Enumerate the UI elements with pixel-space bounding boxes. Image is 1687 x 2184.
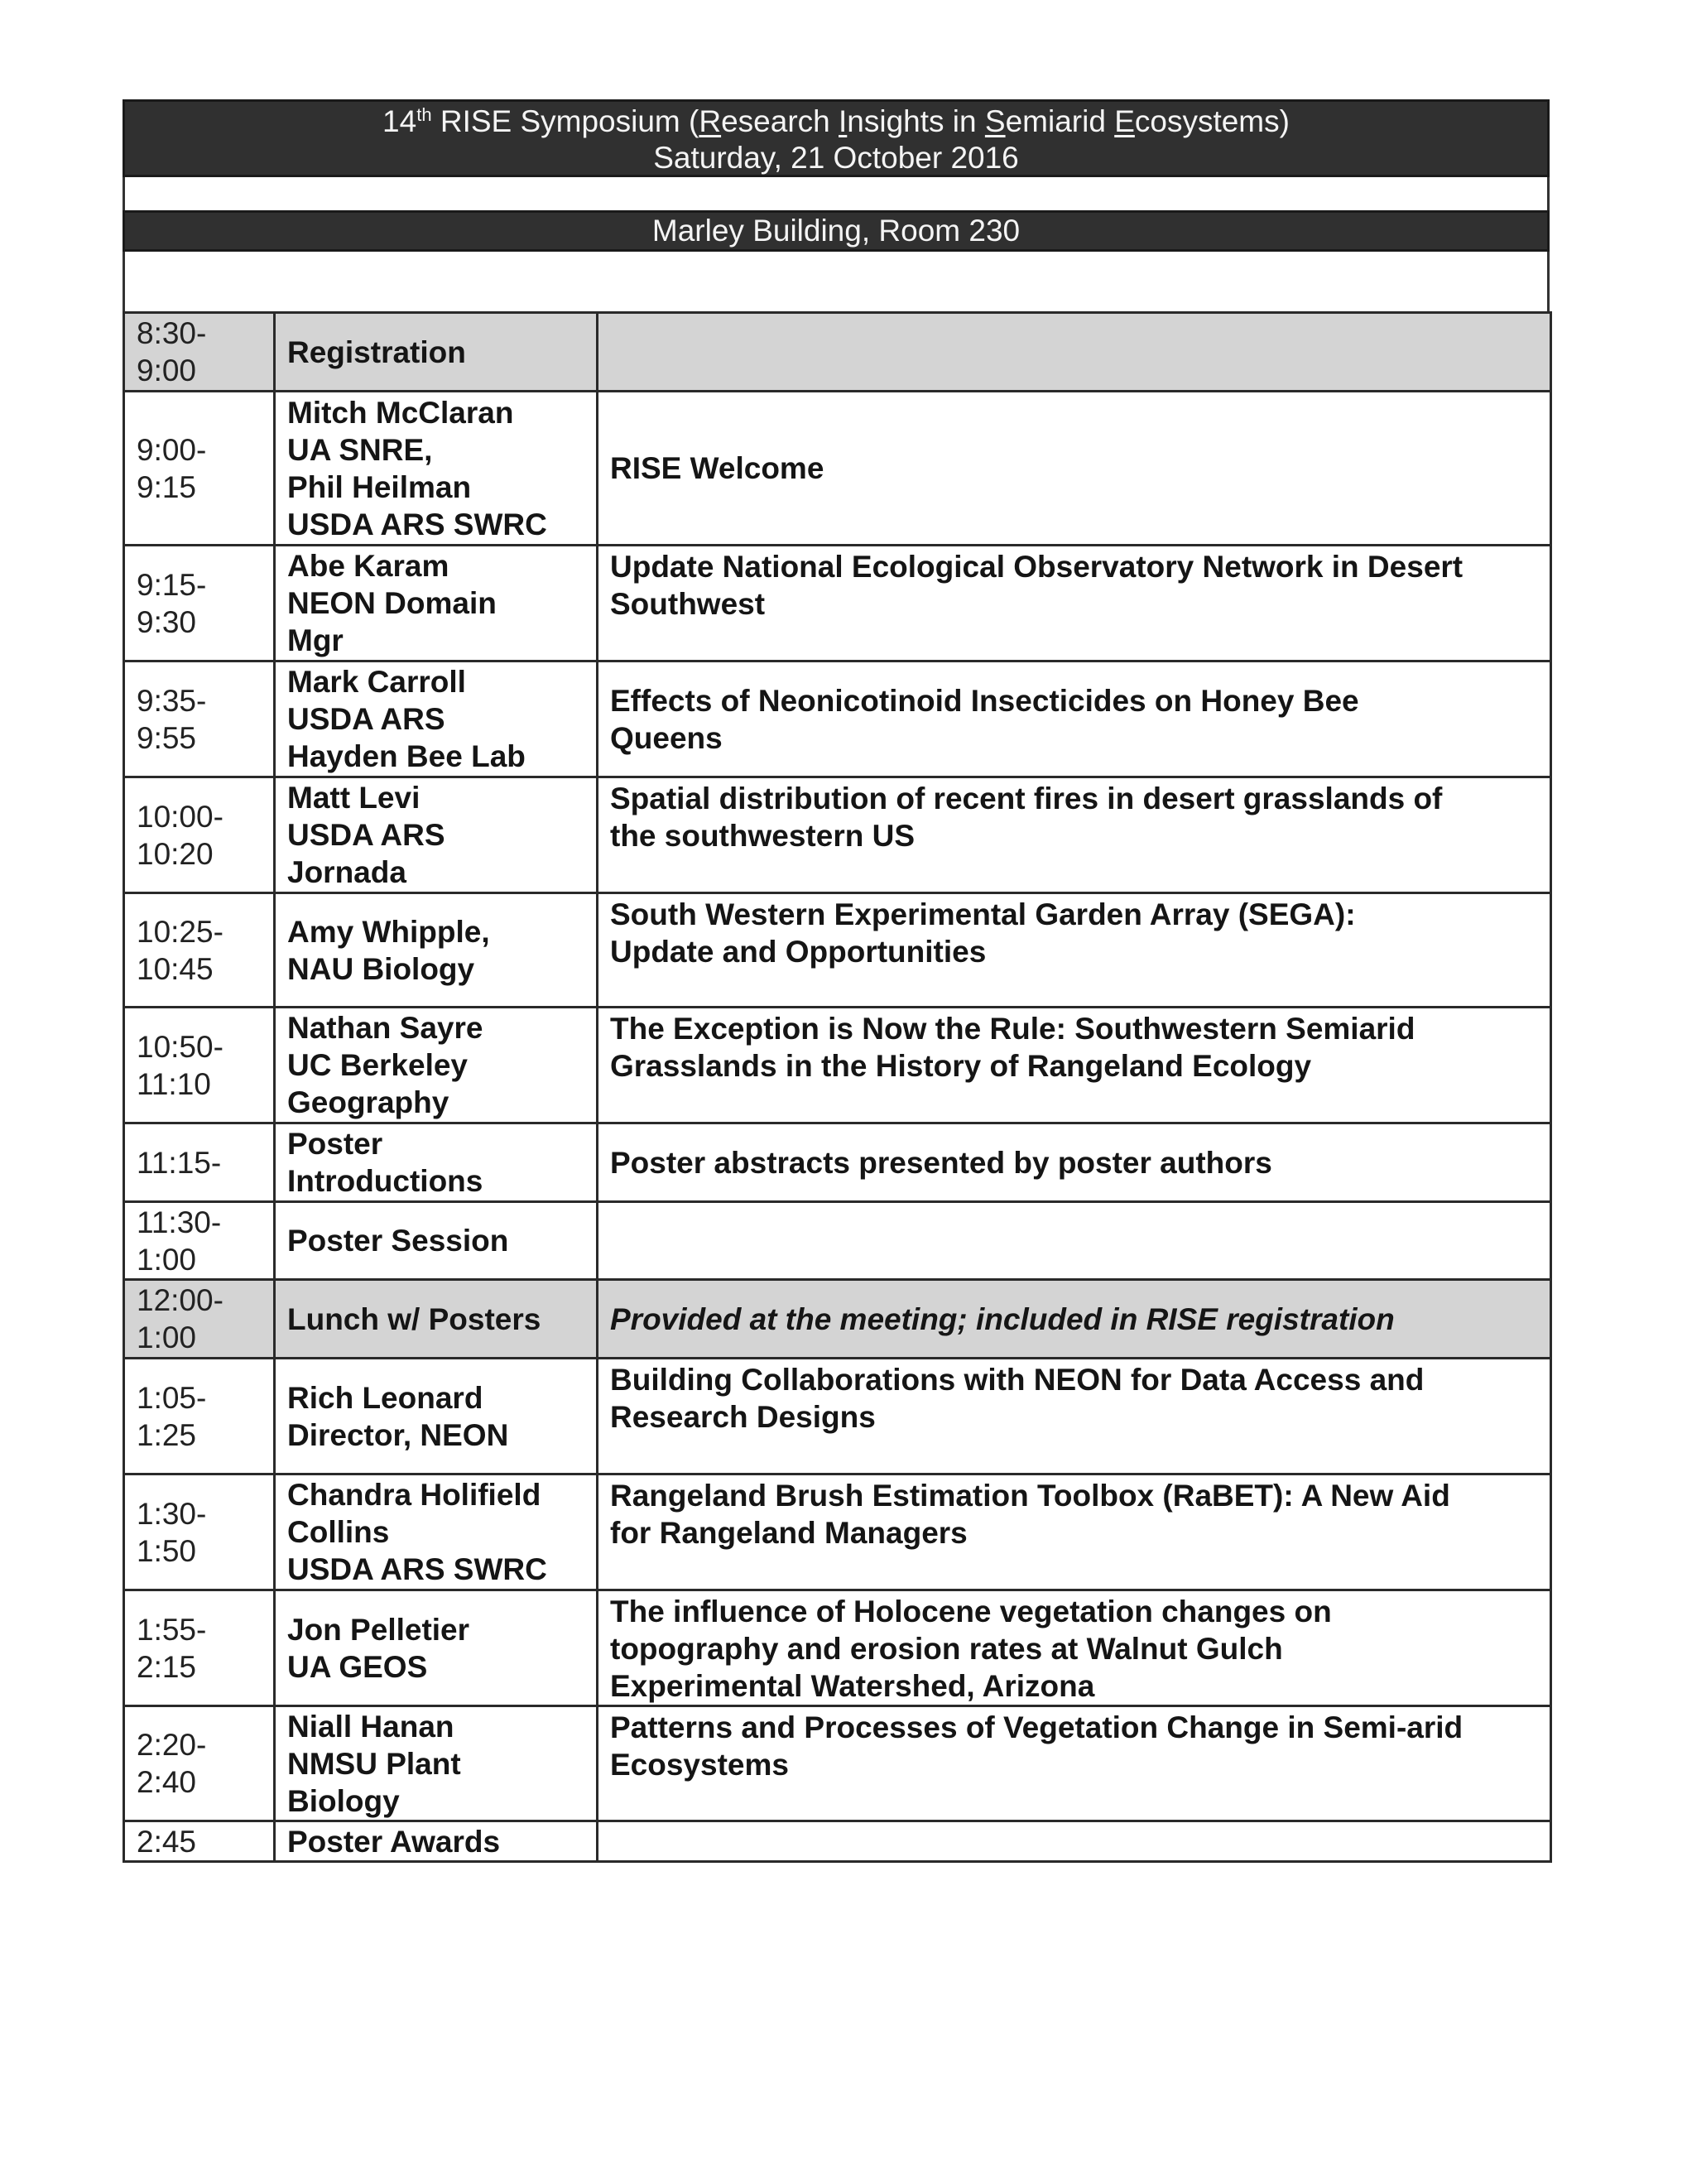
schedule-row: [124, 1280, 1551, 1359]
talk-title-cell: [598, 392, 1551, 546]
speaker-cell-line: Nathan Sayre: [287, 1011, 483, 1045]
talk-title-cell-line: Effects of Neonicotinoid Insecticides on Honey Bee: [610, 683, 1359, 718]
speaker-cell: [275, 1821, 598, 1862]
time-cell-line: 2:15: [137, 1649, 197, 1684]
time-cell-line: 1:00: [137, 1242, 197, 1277]
talk-title-cell: [598, 1123, 1551, 1202]
speaker-cell-line: Jornada: [287, 855, 406, 889]
talk-title-cell-line: topography and erosion rates at Walnut Gulch: [610, 1632, 1283, 1666]
speaker-cell-line: Poster Awards: [287, 1824, 501, 1859]
talk-title-cell-line: Spatial distribution of recent fires in desert grasslands of: [610, 782, 1443, 815]
time-cell: [124, 1590, 275, 1706]
time-cell-line: 9:55: [137, 720, 197, 755]
talk-title-cell-line: Ecosystems: [610, 1748, 789, 1782]
time-cell-line: 10:00-: [137, 799, 223, 834]
schedule-document: [123, 99, 1550, 1863]
talk-title-cell-line: Update and Opportunities: [610, 935, 987, 969]
time-cell-line: 11:10: [137, 1066, 211, 1101]
time-cell-line: 2:20-: [137, 1728, 207, 1762]
schedule-row: [124, 1202, 1551, 1280]
ordinal-number: 14: [382, 104, 417, 138]
speaker-cell: [275, 661, 598, 777]
talk-title-cell-line: Patterns and Processes of Vegetation Change in Semi-arid: [610, 1710, 1464, 1744]
talk-title-cell-line: Queens: [610, 720, 723, 755]
speaker-cell-line: UA GEOS: [287, 1649, 428, 1684]
talk-title-cell: [598, 313, 1551, 392]
symposium-header: [123, 99, 1550, 177]
time-cell-line: 10:45: [137, 951, 214, 986]
time-cell: [124, 893, 275, 1008]
talk-title-cell: [598, 1359, 1551, 1474]
schedule-row: [124, 1359, 1551, 1474]
talk-title-cell: [598, 1202, 1551, 1280]
time-cell: [124, 777, 275, 893]
speaker-cell-line: Niall Hanan: [287, 1709, 454, 1744]
schedule-row: [124, 1123, 1551, 1202]
title-acronym-expansion: [699, 104, 1290, 138]
speaker-cell-line: Lunch w/ Posters: [287, 1301, 541, 1336]
time-cell-line: 2:45: [137, 1824, 197, 1859]
schedule-row: [124, 1590, 1551, 1706]
speaker-cell-line: Mgr: [287, 623, 344, 657]
talk-title-cell-line: Southwest: [610, 587, 766, 621]
talk-title-cell-line: Grasslands in the History of Rangeland Ecology: [610, 1049, 1312, 1083]
talk-title-cell-line: for Rangeland Managers: [610, 1516, 968, 1550]
speaker-cell-line: Director, NEON: [287, 1417, 509, 1452]
time-cell: [124, 1123, 275, 1202]
speaker-cell-line: Mark Carroll: [287, 665, 466, 699]
speaker-cell-line: USDA ARS: [287, 702, 445, 736]
time-cell: [124, 661, 275, 777]
speaker-cell-line: NEON Domain: [287, 586, 497, 620]
speaker-cell-line: Poster Session: [287, 1224, 509, 1258]
schedule-row: [124, 893, 1551, 1008]
title-word-rest: cosystems): [1134, 104, 1290, 138]
time-cell-line: 1:55-: [137, 1612, 207, 1647]
schedule-table: [123, 311, 1552, 1863]
talk-title-cell-line: Rangeland Brush Estimation Toolbox (RaBET): A New Aid: [610, 1479, 1450, 1513]
speaker-cell-line: Biology: [287, 1783, 400, 1818]
time-cell-line: 9:15: [137, 469, 197, 504]
time-cell-line: 10:25-: [137, 914, 223, 949]
title-word-rest: esearch: [721, 104, 839, 138]
time-cell-line: 10:50-: [137, 1029, 223, 1064]
speaker-cell: [275, 1123, 598, 1202]
schedule-row: [124, 777, 1551, 893]
time-cell-line: 1:00: [137, 1321, 197, 1354]
time-cell-line: 1:05-: [137, 1380, 207, 1415]
speaker-cell-line: USDA ARS SWRC: [287, 1552, 547, 1586]
ordinal-suffix: th: [416, 104, 432, 125]
speaker-cell: [275, 313, 598, 392]
time-cell: [124, 1280, 275, 1359]
speaker-cell-line: Poster: [287, 1127, 383, 1161]
time-cell: [124, 1474, 275, 1590]
talk-title-cell: [598, 1821, 1551, 1862]
talk-title-cell-line: Update National Ecological Observatory Network in Desert: [610, 550, 1464, 584]
speaker-cell-line: Jon Pelletier: [287, 1612, 470, 1647]
time-cell: [124, 313, 275, 392]
symposium-title: [125, 103, 1547, 140]
talk-title-cell-line: Experimental Watershed, Arizona: [610, 1669, 1095, 1703]
time-cell-line: 9:30: [137, 604, 197, 639]
schedule-row: [124, 1008, 1551, 1123]
speaker-cell-line: Matt Levi: [287, 781, 421, 815]
acronym-letter: S: [984, 104, 1006, 138]
time-cell-line: 1:30-: [137, 1496, 207, 1531]
talk-title-cell: [598, 1280, 1551, 1359]
talk-title-cell: [598, 546, 1551, 661]
acronym-letter: I: [839, 104, 848, 138]
speaker-cell: [275, 546, 598, 661]
schedule-row: [124, 546, 1551, 661]
speaker-cell-line: Mitch McClaran: [287, 395, 514, 430]
speaker-cell: [275, 1706, 598, 1821]
time-cell-line: 9:00-: [137, 432, 207, 467]
talk-title-cell-line: The Exception is Now the Rule: Southwestern Semiarid: [610, 1012, 1415, 1046]
time-cell: [124, 1821, 275, 1862]
speaker-cell-line: Abe Karam: [287, 549, 449, 583]
time-cell-line: 2:40: [137, 1765, 197, 1799]
schedule-row: [124, 392, 1551, 546]
speaker-cell-line: Hayden Bee Lab: [287, 739, 526, 773]
speaker-cell: [275, 1590, 598, 1706]
speaker-cell: [275, 1280, 598, 1359]
time-cell: [124, 1008, 275, 1123]
speaker-cell-line: NAU Biology: [287, 951, 475, 986]
symposium-date: Saturday, 21 October 2016: [653, 141, 1019, 175]
time-cell: [124, 1706, 275, 1821]
talk-title-cell-line: Provided at the meeting; included in RISE registration: [610, 1301, 1395, 1336]
time-cell: [124, 546, 275, 661]
time-cell-line: 11:30-: [137, 1205, 222, 1239]
talk-title-cell: [598, 777, 1551, 893]
talk-title-cell: [598, 1590, 1551, 1706]
speaker-cell-line: Introductions: [287, 1164, 483, 1198]
speaker-cell-line: Registration: [287, 334, 466, 369]
time-cell: [124, 1359, 275, 1474]
talk-title-cell-line: Poster abstracts presented by poster authors: [610, 1145, 1272, 1180]
talk-title-cell: [598, 1706, 1551, 1821]
talk-title-cell: [598, 893, 1551, 1008]
spacer-row: [123, 252, 1550, 311]
time-cell-line: 1:50: [137, 1533, 197, 1568]
schedule-row: [124, 313, 1551, 392]
talk-title-cell: [598, 1474, 1551, 1590]
time-cell: [124, 392, 275, 546]
speaker-cell: [275, 893, 598, 1008]
speaker-cell-line: Phil Heilman: [287, 469, 472, 504]
speaker-cell: [275, 1202, 598, 1280]
time-cell-line: 10:20: [137, 836, 214, 871]
time-cell-line: 9:00: [137, 354, 197, 387]
speaker-cell-line: USDA ARS SWRC: [287, 507, 547, 541]
speaker-cell: [275, 392, 598, 546]
talk-title-cell-line: South Western Experimental Garden Array (SEGA):: [610, 897, 1356, 931]
speaker-cell-line: UA SNRE,: [287, 432, 433, 467]
time-cell: [124, 1202, 275, 1280]
time-cell-line: 11:15-: [137, 1145, 222, 1180]
acronym-letter: E: [1114, 104, 1135, 138]
speaker-cell-line: Geography: [287, 1085, 449, 1119]
talk-title-cell: [598, 661, 1551, 777]
spacer-row: [123, 177, 1550, 210]
time-cell-line: 12:00-: [137, 1283, 223, 1317]
speaker-cell-line: Chandra Holifield: [287, 1478, 541, 1512]
talk-title-cell: [598, 1008, 1551, 1123]
speaker-cell-line: Rich Leonard: [287, 1380, 483, 1415]
time-cell-line: 8:30-: [137, 316, 207, 350]
speaker-cell-line: UC Berkeley: [287, 1048, 469, 1082]
speaker-cell: [275, 1359, 598, 1474]
speaker-cell-line: USDA ARS: [287, 818, 445, 852]
time-cell-line: 9:15-: [137, 567, 207, 602]
schedule-row: [124, 1474, 1551, 1590]
talk-title-cell-line: Building Collaborations with NEON for Data Access and: [610, 1363, 1425, 1397]
speaker-cell-line: Collins: [287, 1515, 390, 1549]
location-banner: Marley Building, Room 230: [123, 210, 1550, 252]
time-cell-line: 9:35-: [137, 683, 207, 718]
title-word-rest: emiarid: [1005, 104, 1115, 138]
acronym-letter: R: [699, 104, 722, 138]
talk-title-cell-line: RISE Welcome: [610, 451, 824, 485]
title-prefix: RISE Symposium (: [440, 104, 699, 138]
speaker-cell-line: NMSU Plant: [287, 1746, 461, 1781]
schedule-row: [124, 1821, 1551, 1862]
time-cell-line: 1:25: [137, 1417, 197, 1452]
schedule-row: [124, 1706, 1551, 1821]
schedule-row: [124, 661, 1551, 777]
speaker-cell: [275, 1474, 598, 1590]
talk-title-cell-line: The influence of Holocene vegetation changes on: [610, 1595, 1332, 1628]
title-word-rest: nsights in: [847, 104, 985, 138]
talk-title-cell-line: Research Designs: [610, 1400, 876, 1434]
talk-title-cell-line: the southwestern US: [610, 819, 915, 853]
speaker-cell: [275, 777, 598, 893]
speaker-cell: [275, 1008, 598, 1123]
speaker-cell-line: Amy Whipple,: [287, 914, 490, 949]
